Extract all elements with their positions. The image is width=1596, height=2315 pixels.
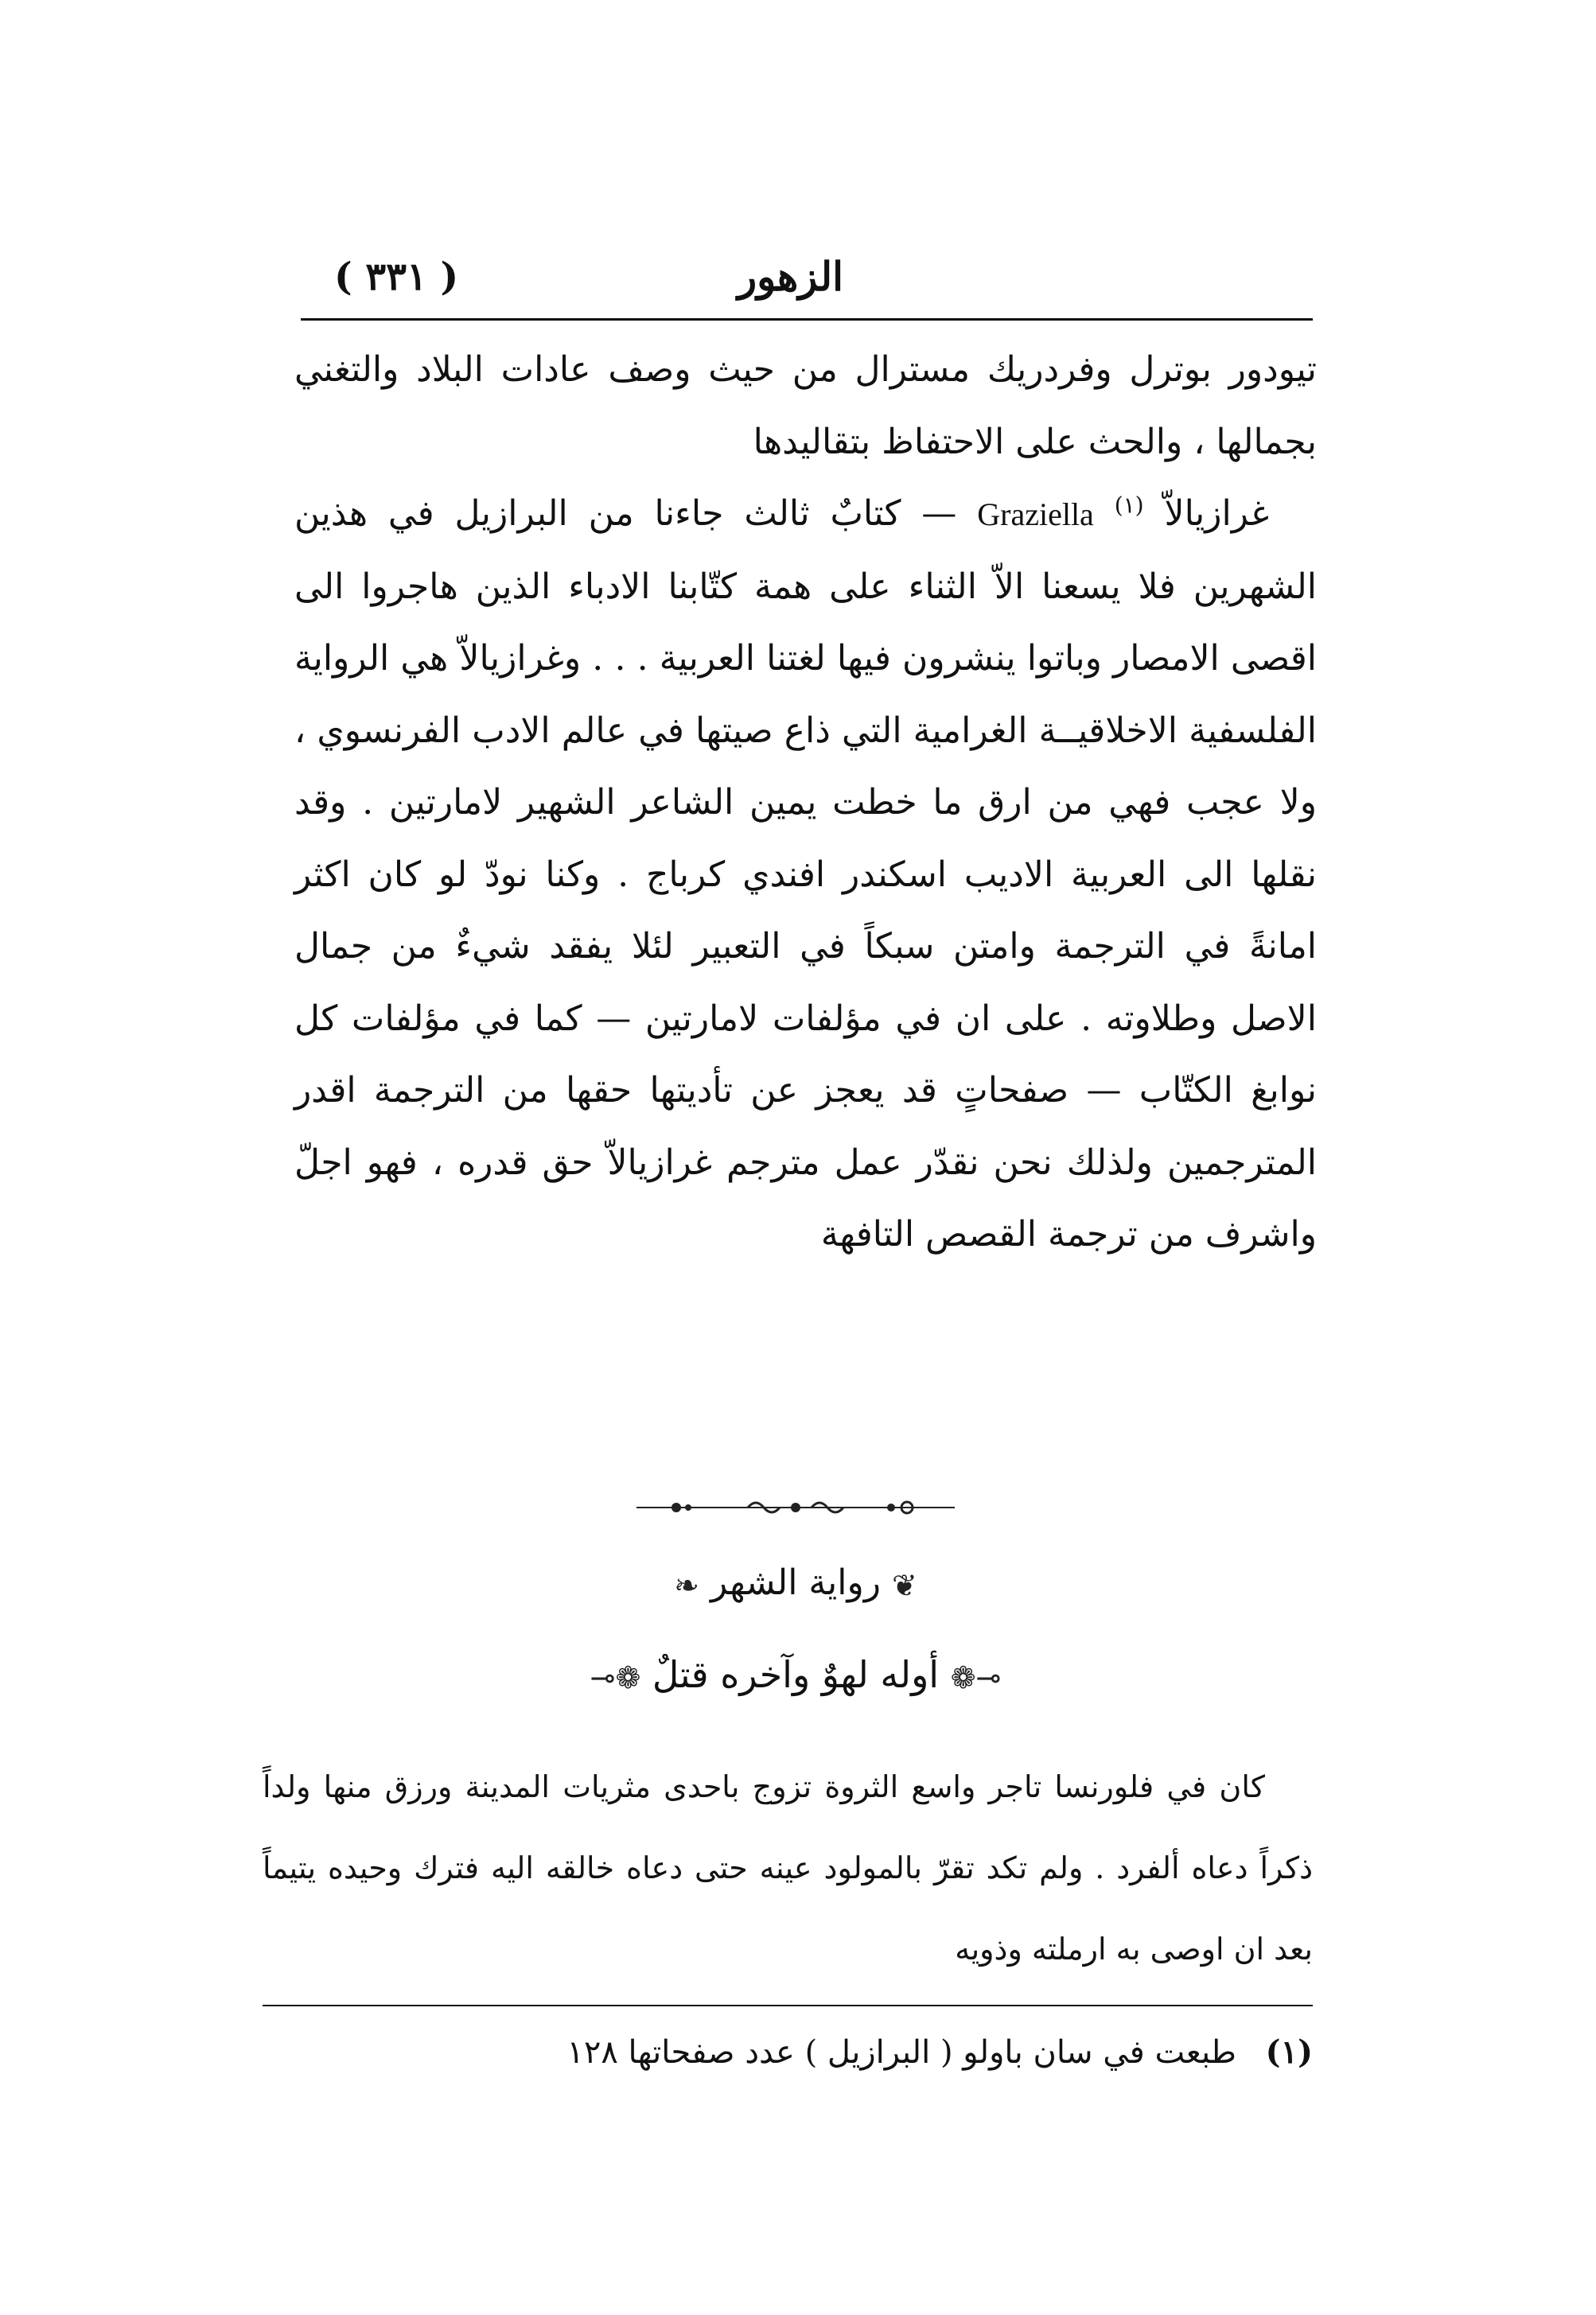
- page-header: [302, 239, 1313, 318]
- footnote-text: طبعت في سان باولو ( البرازيل ) عدد صفحاتها ١٢٨: [566, 2034, 1236, 2071]
- footnote: [477, 2025, 1313, 2080]
- section-title: رواية الشهر: [710, 1562, 881, 1603]
- footnote-mark: (١): [1265, 2033, 1313, 2071]
- header-rule: [301, 318, 1313, 321]
- ornament-dash-icon: ⊸❁: [950, 1660, 1002, 1695]
- footnote-rule: [263, 2005, 1313, 2006]
- paragraph-2-text: — كتابٌ ثالث جاءنا من البرازيل في هذين الشهرين فلا يسعنا الاّ الثناء على همة كتّابنا الادباء الذين هاجروا الى اقصى الامصار وباتوا ينشرون فيها لغتنا العربية . . . وغرازيالاّ هي الرواية الفلسفية الاخلاقيــة الغرامية التي ذاع صيتها في عالم الادب الفرنسوي ، ولا عجب فهي من ارق ما خطت يمين الشاعر الشهير لامارتين . وقد نقلها الى العربية الاديب اسكندر افندي كرباج . وكنا نودّ لو كان اكثر امانةً في الترجمة وامتن سبكاً في التعبير لئلا يفقد شيءٌ من جمال الاصل وطلاوته . على ان في مؤلفات لامارتين — كما في مؤلفات كل نوابغ الكتّاب — صفحاتٍ قد يعجز عن تأديتها حقها من الترجمة اقدر المترجمين ولذلك نحن نقدّر عمل مترجم غرازيالاّ حق قدره ، فهو اجلّ واشرف من ترجمة القصص التافهة: [294, 493, 1317, 1255]
- leaf-flourish-icon: ❦: [891, 1567, 917, 1603]
- story-heading: [477, 1643, 1114, 1710]
- ornament-dash-icon: ❁⟜: [590, 1660, 641, 1695]
- paragraph-2: [294, 478, 1317, 1271]
- story-title: أوله لهوٌ وآخره قتلٌ: [652, 1653, 940, 1696]
- leaf-flourish-icon: ❧: [674, 1567, 699, 1603]
- running-title: الزهور: [737, 253, 843, 300]
- page-number: ( ٣٣١ ): [334, 255, 459, 299]
- section-heading: [557, 1555, 1034, 1613]
- story-text: [263, 1746, 1313, 1990]
- book-title-latin: Graziella: [977, 496, 1094, 532]
- paragraph-1-text: تيودور بوترل وفردريك مسترال من حيث وصف عادات البلاد والتغني بجمالها ، والحث على الاحتفاظ بتقاليدها: [294, 349, 1317, 462]
- paragraph-1: [294, 334, 1317, 478]
- story-paragraph: كان في فلورنسا تاجر واسع الثروة تزوج باحدى مثريات المدينة ورزق منها ولداً ذكراً دعاه ألفرد . ولم تكد تقرّ بالمولود عينه حتى دعاه خالقه اليه فترك وحيده يتيماً بعد ان اوصى به ارملته وذويه: [263, 1769, 1313, 1967]
- book-title-arabic: غرازيالاّ: [1164, 493, 1269, 534]
- review-text: [294, 334, 1317, 1271]
- footnote-reference: (١): [1114, 492, 1144, 519]
- ornamental-divider: [629, 1496, 963, 1519]
